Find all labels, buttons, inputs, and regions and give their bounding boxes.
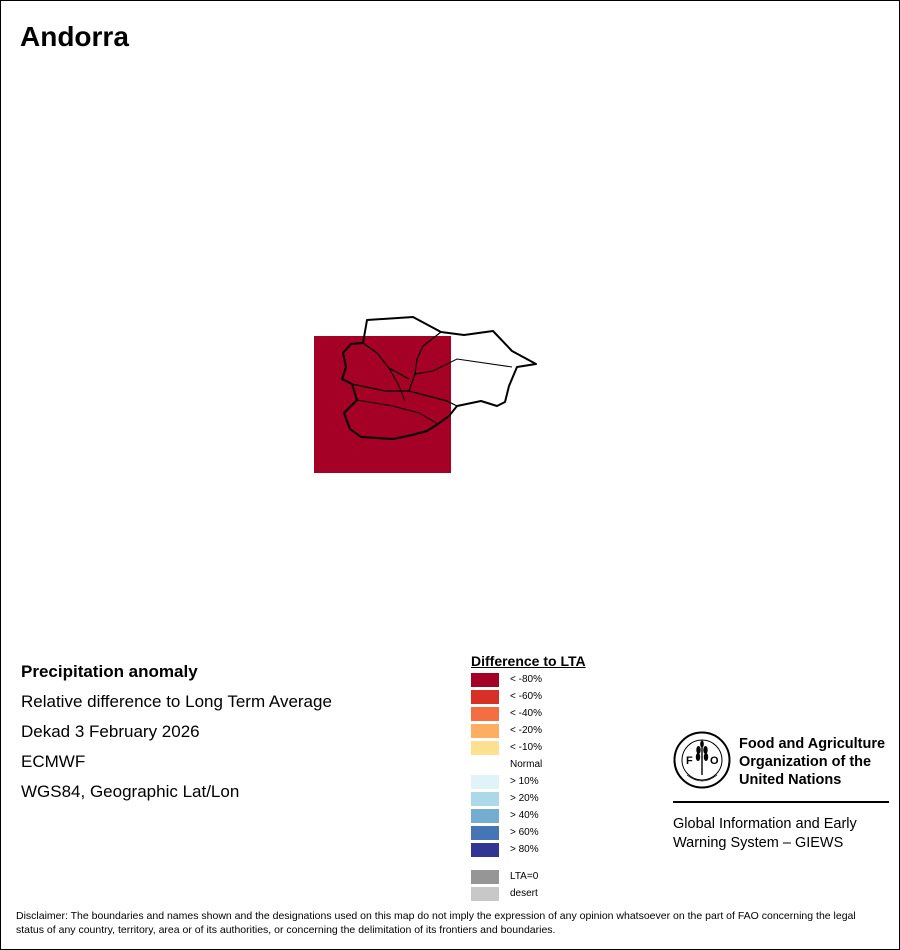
legend-swatch xyxy=(471,690,499,704)
legend-label: < -20% xyxy=(510,725,542,736)
legend-label: > 20% xyxy=(510,793,539,804)
legend-swatch xyxy=(471,870,499,884)
legend-classes xyxy=(471,672,631,859)
legend-item xyxy=(471,791,631,808)
legend-label: < -60% xyxy=(510,691,542,702)
fao-name-line: Food and Agriculture xyxy=(739,736,886,752)
legend-label: LTA=0 xyxy=(510,871,539,882)
legend-item xyxy=(471,842,631,859)
giews-line: Warning System – GIEWS xyxy=(673,835,844,851)
legend-swatch xyxy=(471,775,499,789)
legend-extra xyxy=(471,869,631,903)
fao-divider xyxy=(673,801,889,803)
fao-letter: F xyxy=(686,755,693,767)
legend-item xyxy=(471,886,631,903)
legend-title: Difference to LTA xyxy=(471,653,586,669)
legend-label: < -10% xyxy=(510,742,542,753)
legend-swatch xyxy=(471,758,499,772)
legend-label: > 10% xyxy=(510,776,539,787)
fao-letter: O xyxy=(710,755,719,767)
legend-swatch xyxy=(471,673,499,687)
legend-label: Normal xyxy=(510,759,543,770)
legend-item xyxy=(471,774,631,791)
giews-name xyxy=(673,815,857,853)
disclaimer: Disclaimer: The boundaries and names shown and the designations used on this map do not imply the expression of any opinion whatsoever on the part of FAO concerning the legal status of any country, territory, area or of its authorities, or concerning the delimitation of its frontiers and boundaries. xyxy=(16,910,856,936)
legend-item xyxy=(471,869,631,886)
legend-swatch xyxy=(471,792,499,806)
fao-name-line: United Nations xyxy=(739,772,842,788)
legend-item xyxy=(471,723,631,740)
legend-swatch xyxy=(471,843,499,857)
legend-swatch xyxy=(471,826,499,840)
legend-item xyxy=(471,689,631,706)
legend-label: > 60% xyxy=(510,827,539,838)
legend-item xyxy=(471,672,631,689)
legend-item xyxy=(471,740,631,757)
legend-swatch xyxy=(471,809,499,823)
legend-swatch xyxy=(471,707,499,721)
legend-item xyxy=(471,825,631,842)
legend-label: > 40% xyxy=(510,810,539,821)
legend-label: < -40% xyxy=(510,708,542,719)
fao-name xyxy=(739,735,885,789)
info-heading: Precipitation anomaly xyxy=(21,662,198,681)
legend-label: < -80% xyxy=(510,674,542,685)
legend-swatch xyxy=(471,741,499,755)
legend-swatch xyxy=(471,724,499,738)
fao-name-line: Organization of the xyxy=(739,754,872,770)
info-projection: WGS84, Geographic Lat/Lon xyxy=(21,782,240,801)
info-period: Dekad 3 February 2026 xyxy=(21,722,200,741)
fao-emblem-icon xyxy=(673,731,731,789)
legend-item xyxy=(471,706,631,723)
map-canvas xyxy=(1,1,899,641)
legend-item xyxy=(471,757,631,774)
legend-item xyxy=(471,808,631,825)
legend xyxy=(471,653,631,903)
map-info xyxy=(21,657,332,807)
giews-line: Global Information and Early xyxy=(673,816,857,832)
legend-label: desert xyxy=(510,888,538,899)
legend-label: > 80% xyxy=(510,844,539,855)
info-source: ECMWF xyxy=(21,752,86,771)
info-subtitle: Relative difference to Long Term Average xyxy=(21,692,332,711)
map-title: Andorra xyxy=(20,21,129,52)
legend-swatch xyxy=(471,887,499,901)
